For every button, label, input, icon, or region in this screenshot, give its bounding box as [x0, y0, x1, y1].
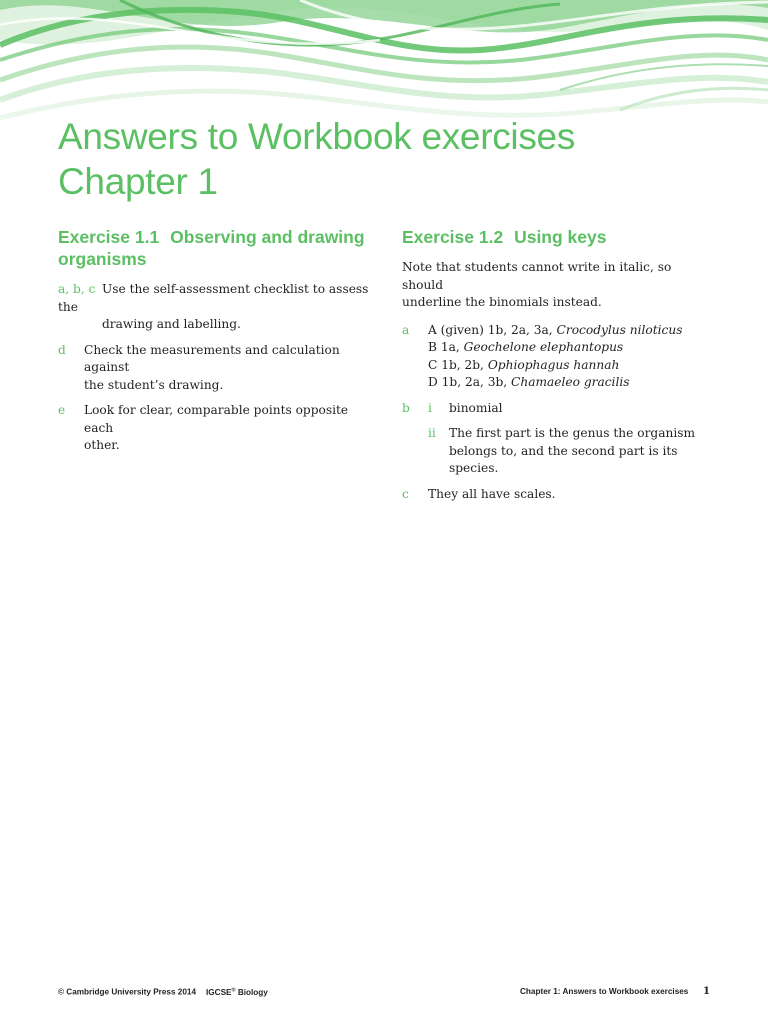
- sub-answer-label: ii: [428, 426, 436, 440]
- binomial-name: Geochelone elephantopus: [463, 340, 624, 354]
- answer-label: e: [58, 403, 66, 417]
- sub-answer-text-line2: belongs to, and the second part is its species.: [449, 443, 678, 475]
- sub-answer-ii: [428, 425, 712, 478]
- answer-text-line2: drawing and labelling.: [102, 317, 241, 331]
- sub-answer-text: binomial: [449, 400, 503, 415]
- answer-label: a, b, c: [58, 282, 96, 296]
- exercise-1-2-number: Exercise 1.2: [402, 227, 504, 247]
- answer-text-line1: Check the measurements and calculation against: [84, 342, 340, 374]
- page-title-line2: Chapter 1: [58, 161, 218, 202]
- sub-answer-i: [428, 400, 712, 418]
- key-result-line: D 1b, 2a, 3b, Chamaeleo gracilis: [428, 375, 630, 389]
- page-footer: [58, 987, 710, 1001]
- answer-label: b: [402, 400, 410, 415]
- answer-text-line2: other.: [84, 438, 120, 452]
- sub-answer-label: i: [428, 400, 432, 415]
- sub-answer-text-line1: The first part is the genus the organism: [449, 426, 696, 440]
- copyright-text: © Cambridge University Press 2014: [58, 987, 197, 997]
- answer-text: They all have scales.: [428, 486, 556, 501]
- exercise-1-1-number: Exercise 1.1: [58, 227, 160, 247]
- answer-item: [58, 342, 376, 395]
- exercise-1-2-section: [402, 226, 712, 511]
- exercise-1-2-note: [402, 259, 712, 312]
- exercise-1-2-title: Using keys: [514, 227, 607, 247]
- answer-item-b: [402, 400, 712, 478]
- answer-text-line1: Use the self-assessment checklist to assess the: [58, 282, 369, 314]
- page-title-line1: Answers to Workbook exercises: [58, 116, 576, 157]
- key-result-line: C 1b, 2b, Ophiophagus hannah: [428, 357, 620, 372]
- answer-text-line2: the student’s drawing.: [84, 377, 224, 392]
- exercise-1-1-title-line2: organisms: [58, 249, 147, 269]
- answer-label: a: [402, 322, 410, 337]
- binomial-name: Chamaeleo gracilis: [511, 375, 630, 389]
- exercise-1-2-heading: [402, 226, 712, 248]
- answer-label: c: [402, 486, 409, 501]
- book-title: IGCSE® Biology: [206, 987, 268, 997]
- exercise-1-1-title-line1: Observing and drawing: [170, 227, 365, 247]
- key-result-line: A (given) 1b, 2a, 3a, Crocodylus niloticus: [428, 322, 683, 337]
- note-line2: underline the binomials instead.: [402, 295, 602, 309]
- exercise-1-1-section: [58, 226, 376, 463]
- answer-item: [58, 402, 376, 455]
- answer-label: d: [58, 342, 66, 357]
- page-number: 1: [703, 986, 710, 997]
- answer-text-line1: Look for clear, comparable points opposite each: [84, 403, 349, 435]
- answer-item: [58, 281, 376, 334]
- answer-item-a: [402, 322, 712, 392]
- binomial-name: Ophiophagus hannah: [487, 357, 620, 372]
- page-title: [58, 114, 575, 204]
- exercise-1-1-heading: [58, 226, 376, 270]
- footer-chapter: Chapter 1: Answers to Workbook exercises: [520, 987, 689, 996]
- key-result-line: B 1a, Geochelone elephantopus: [428, 340, 624, 354]
- footer-left: [58, 987, 268, 997]
- binomial-name: Crocodylus niloticus: [556, 322, 683, 337]
- answer-item-c: [402, 486, 712, 504]
- note-line1: Note that students cannot write in italic, so should: [402, 260, 672, 292]
